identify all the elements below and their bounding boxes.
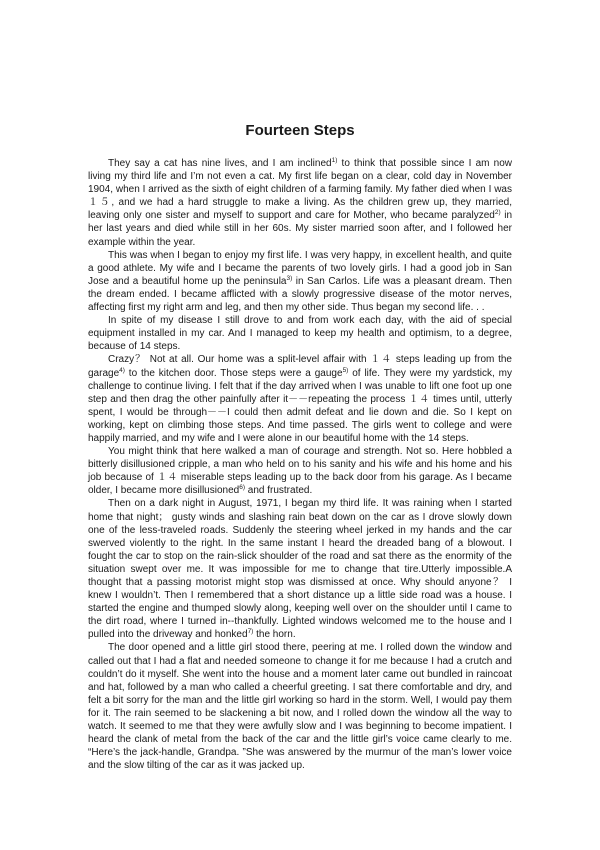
paragraph xyxy=(88,314,512,353)
paragraph xyxy=(88,157,512,249)
text-run: and frustrated. xyxy=(244,485,313,497)
text-run: You might think that here walked a man of courage and strength. Not so. Here hobbled a bitterly disillusioned cripple, a man who held on to his sanity and his wife and his home and his job because of １４ miserable steps leading up to the back door from his garage. As I became older, I became more disillusioned xyxy=(88,446,512,497)
text-run: This was when I began to enjoy my first life. I was very happy, in excellent health, and quite a good athlete. My wife and I became the parents of two lovely girls. I had a good job in San Jose and a beautiful home up the peninsula xyxy=(88,249,512,287)
document-page xyxy=(88,122,512,772)
text-run: They say a cat has nine lives, and I am inclined xyxy=(108,158,332,169)
footnote-marker: 4) xyxy=(119,366,125,374)
text-run: to think that possible since I am now living my third life and I’m not even a cat. My first life began on a clear, cold day in November 1904, when I arrived as the sixth of eight children of a farming family. My father died when I was １５, and we had a hard struggle to make a living. As the children grew up, they married, leaving only one sister and myself to support and care for Mother, who became paralyzed xyxy=(88,158,512,222)
text-run: The door opened and a little girl stood there, peering at me. I rolled down the window and called out that I had a flat and needed someone to change it for me because I had a crutch and couldn’t do it myself. She went into the house and a moment later came out bundled in raincoat and hat, followed by a man who called a cheerful greeting. I sat there comfortable and dry, and felt a bit sorry for the man and the little girl working so hard in the storm. Well, I would pay them for it. The rain seemed to be slackening a bit now, and I rolled down the window all the way to watch. It seemed to me that they were awfully slow and I was beginning to become impatient. I heard the clank of metal from the back of the car and the little girl’s voice came clearly to me. “Here’s the jack-handle, Grandpa. ”She was answered by the murmur of the man’s lower voice and the slow tilting of the car as it was jacked up. xyxy=(88,642,512,772)
footnote-marker: 3) xyxy=(286,274,293,282)
story-title: Fourteen Steps xyxy=(245,122,355,139)
text-run: the horn. xyxy=(253,629,296,641)
footnote-marker: 7) xyxy=(247,628,254,636)
paragraph xyxy=(88,641,512,772)
text-run: of life. They were my yardstick, my challenge to continue living. I felt that if the day arrived when I was unable to lift one foot up one step and then drag the other painfully after it－－repeating the process １４ times until, utterly spent, I would be through－－I could then admit defeat and lie down and die. So I kept on working, kept on climbing those steps. And time passed. The girls went to college and were happily married, and my wife and I were alone in our beautiful home with the 14 steps. xyxy=(88,367,513,444)
text-run: to the kitchen door. Those steps were a gauge xyxy=(124,367,343,379)
text-run: In spite of my disease I still drove to and from work each day, with the aid of special equipment installed in my car. And I managed to keep my health and optimism, to a degree, because of 14 steps. xyxy=(88,315,512,353)
footnote-marker: 1) xyxy=(331,157,338,164)
text-run: in San Carlos. Life was a pleasant dream. Then the dream ended. I became afflicted with a slowly progressive disease of the motor nerves, affecting first my right arm and leg, and then my other side. Thus began my second life. . . xyxy=(88,275,512,314)
footnote-marker: 5) xyxy=(342,366,349,374)
paragraph xyxy=(88,249,512,314)
footnote-marker: 6) xyxy=(239,484,245,492)
story-body xyxy=(88,157,512,772)
paragraph xyxy=(88,445,512,497)
footnote-marker: 2) xyxy=(494,209,501,217)
text-run: Then on a dark night in August, 1971, I began my third life. It was raining when I started home that night； gusty winds and slashing rain beat down on the car as I drove slowly down one of the less-traveled roads. Suddenly the steering wheel jerked in my hands and the car swerved violently to the right. In the same instant I heard the dreaded bang of a blowout. I fought the car to stop on the rain-slick shoulder of the road and sat there as the enormity of the situation swept over me. It was impossible for me to change that tire.Utterly impossible.A thought that a passing motorist might stop was dismissed at once. Why should anyone？ I knew I wouldn’t. Then I remembered that a short distance up a little side road was a house. I started the engine and thumped slowly along, keeping well over on the shoulder until I came to the dirt road, where I turned in--thankfully. Lighted windows welcomed me to the house and I pulled into the driveway and honked xyxy=(88,498,512,641)
text-run: in her last years and died while still in her 60s. My sister married soon after, and I followed her example within the year. xyxy=(88,210,513,248)
paragraph xyxy=(88,353,512,445)
paragraph xyxy=(88,497,512,641)
text-run: Crazy？ Not at all. Our home was a split-level affair with １４ steps leading up from the garage xyxy=(88,354,512,379)
